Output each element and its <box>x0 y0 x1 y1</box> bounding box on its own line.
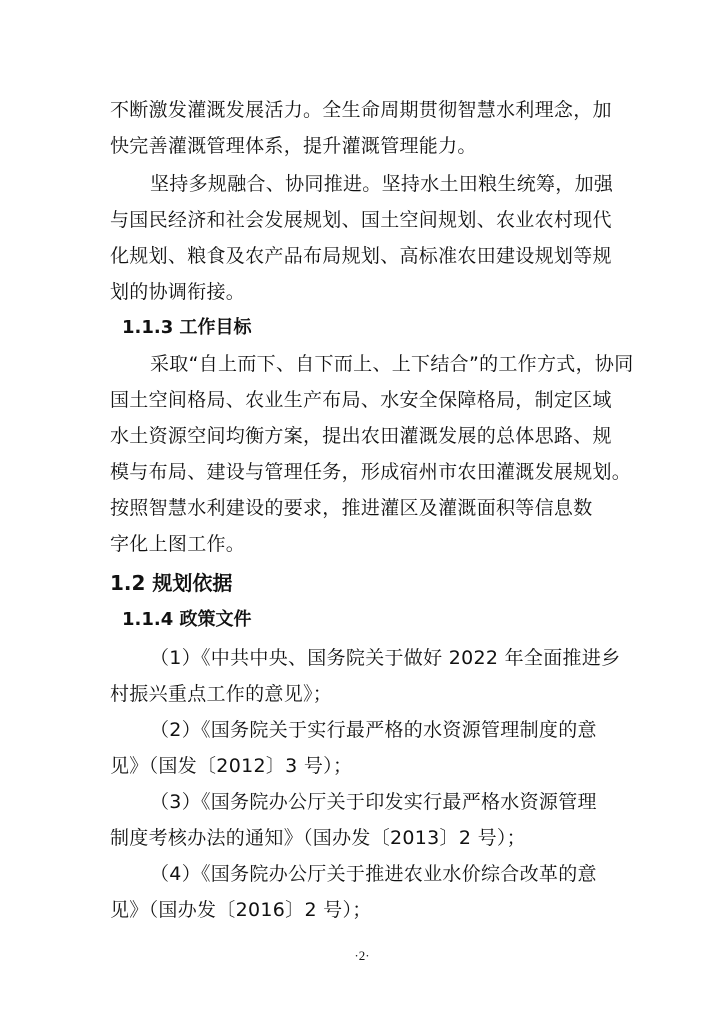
paragraph-line: 水土资源空间均衡方案，提出农田灌溉发展的总体思路、规 <box>110 425 612 447</box>
policy-item-line: （3）《国务院办公厅关于印发实行最严格水资源管理 <box>150 791 597 813</box>
paragraph-line: 模与布局、建设与管理任务，形成宿州市农田灌溉发展规划。 <box>110 461 632 483</box>
policy-item-line: （2）《国务院关于实行最严格的水资源管理制度的意 <box>150 719 597 741</box>
paragraph-line: 快完善灌溉管理体系，提升灌溉管理能力。 <box>110 135 477 157</box>
policy-item-line: 见》（国发〔2012〕3 号）； <box>110 755 353 777</box>
paragraph-line: 坚持多规融合、协同推进。坚持水土田粮生统筹，加强 <box>150 173 614 195</box>
paragraph-line: 化规划、粮食及农产品布局规划、高标准农田建设规划等规 <box>110 245 612 267</box>
paragraph-line: 与国民经济和社会发展规划、国土空间规划、农业农村现代 <box>110 209 612 231</box>
policy-item-line: 见》（国办发〔2016〕2 号）； <box>110 899 372 921</box>
policy-item-line: 制度考核办法的通知》（国办发〔2013〕2 号）； <box>110 827 526 849</box>
paragraph-line: 按照智慧水利建设的要求，推进灌区及灌溉面积等信息数 <box>110 497 593 519</box>
section-heading-work-goal: 1.1.3 工作目标 <box>122 317 252 338</box>
page-number: ·2· <box>354 948 370 963</box>
policy-item-line: （1）《中共中央、国务院关于做好 2022 年全面推进乡 <box>150 647 621 669</box>
paragraph-line: 采取“自上而下、自下而上、上下结合”的工作方式，协同 <box>150 353 634 375</box>
paragraph-line: 不断激发灌溉发展活力。全生命周期贯彻智慧水利理念，加 <box>110 99 612 121</box>
policy-item-line: 村振兴重点工作的意见》； <box>110 683 333 705</box>
paragraph-line: 划的协调衔接。 <box>110 281 246 303</box>
policy-item-line: （4）《国务院办公厅关于推进农业水价综合改革的意 <box>150 863 597 885</box>
paragraph-line: 国土空间格局、农业生产布局、水安全保障格局，制定区域 <box>110 389 612 411</box>
paragraph-line: 字化上图工作。 <box>110 533 246 555</box>
section-heading-planning-basis: 1.2 规划依据 <box>110 571 233 595</box>
section-heading-policy-documents: 1.1.4 政策文件 <box>122 609 252 630</box>
